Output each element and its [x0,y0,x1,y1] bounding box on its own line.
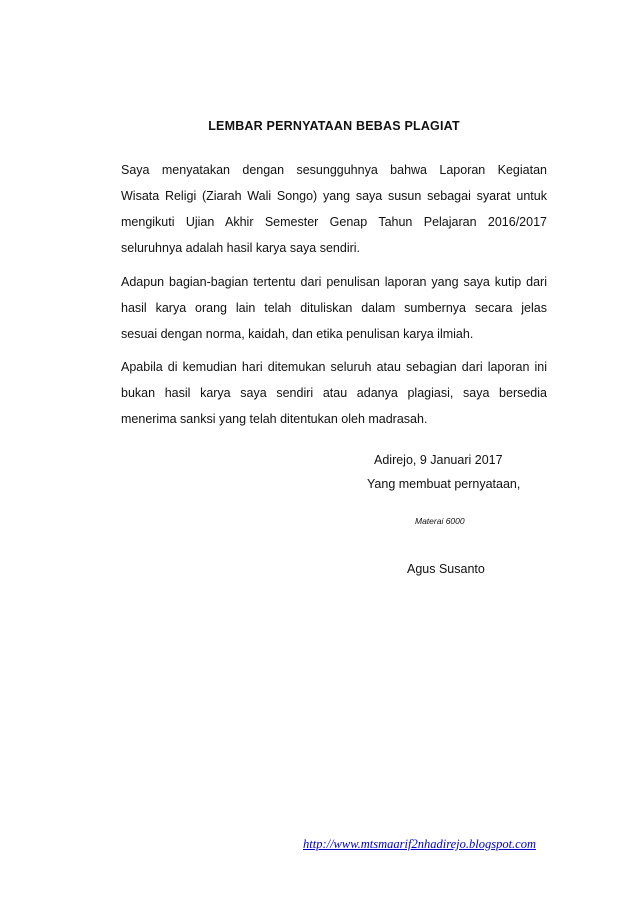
signature-place-date: Adirejo, 9 Januari 2017 [374,453,503,467]
paragraph-line: Apabila di kemudian hari ditemukan seluruh atau sebagian dari laporan ini [121,360,547,374]
paragraph-line: Wisata Religi (Ziarah Wali Songo) yang saya susun sebagai syarat untuk [121,189,547,203]
paragraph-line: Saya menyatakan dengan sesungguhnya bahwa Laporan Kegiatan [121,163,547,177]
signature-maker-label: Yang membuat pernyataan, [367,477,521,491]
paragraph-citation [121,269,547,347]
signer-name: Agus Susanto [407,562,485,576]
paragraph-line: Adapun bagian-bagian tertentu dari penulisan laporan yang saya kutip dari [121,275,547,289]
paragraph-line: sesuai dengan norma, kaidah, dan etika penulisan karya ilmiah. [121,327,474,341]
paragraph-line: bukan hasil karya saya sendiri atau adanya plagiasi, saya bersedia [121,386,547,400]
stamp-label: Materai 6000 [415,516,465,526]
paragraph-line: menerima sanksi yang telah ditentukan oleh madrasah. [121,412,428,426]
paragraph-line: mengikuti Ujian Akhir Semester Genap Tahun Pelajaran 2016/2017 [121,215,547,229]
paragraph-line: seluruhnya adalah hasil karya saya sendiri. [121,241,361,255]
paragraph-sanction [121,354,547,432]
document-title: LEMBAR PERNYATAAN BEBAS PLAGIAT [208,119,460,133]
paragraph-statement [121,157,547,261]
paragraph-line: hasil karya orang lain telah dituliskan dalam sumbernya secara jelas [121,301,547,315]
footer-blog-link[interactable]: http://www.mtsmaarif2nhadirejo.blogspot.com [303,837,536,851]
